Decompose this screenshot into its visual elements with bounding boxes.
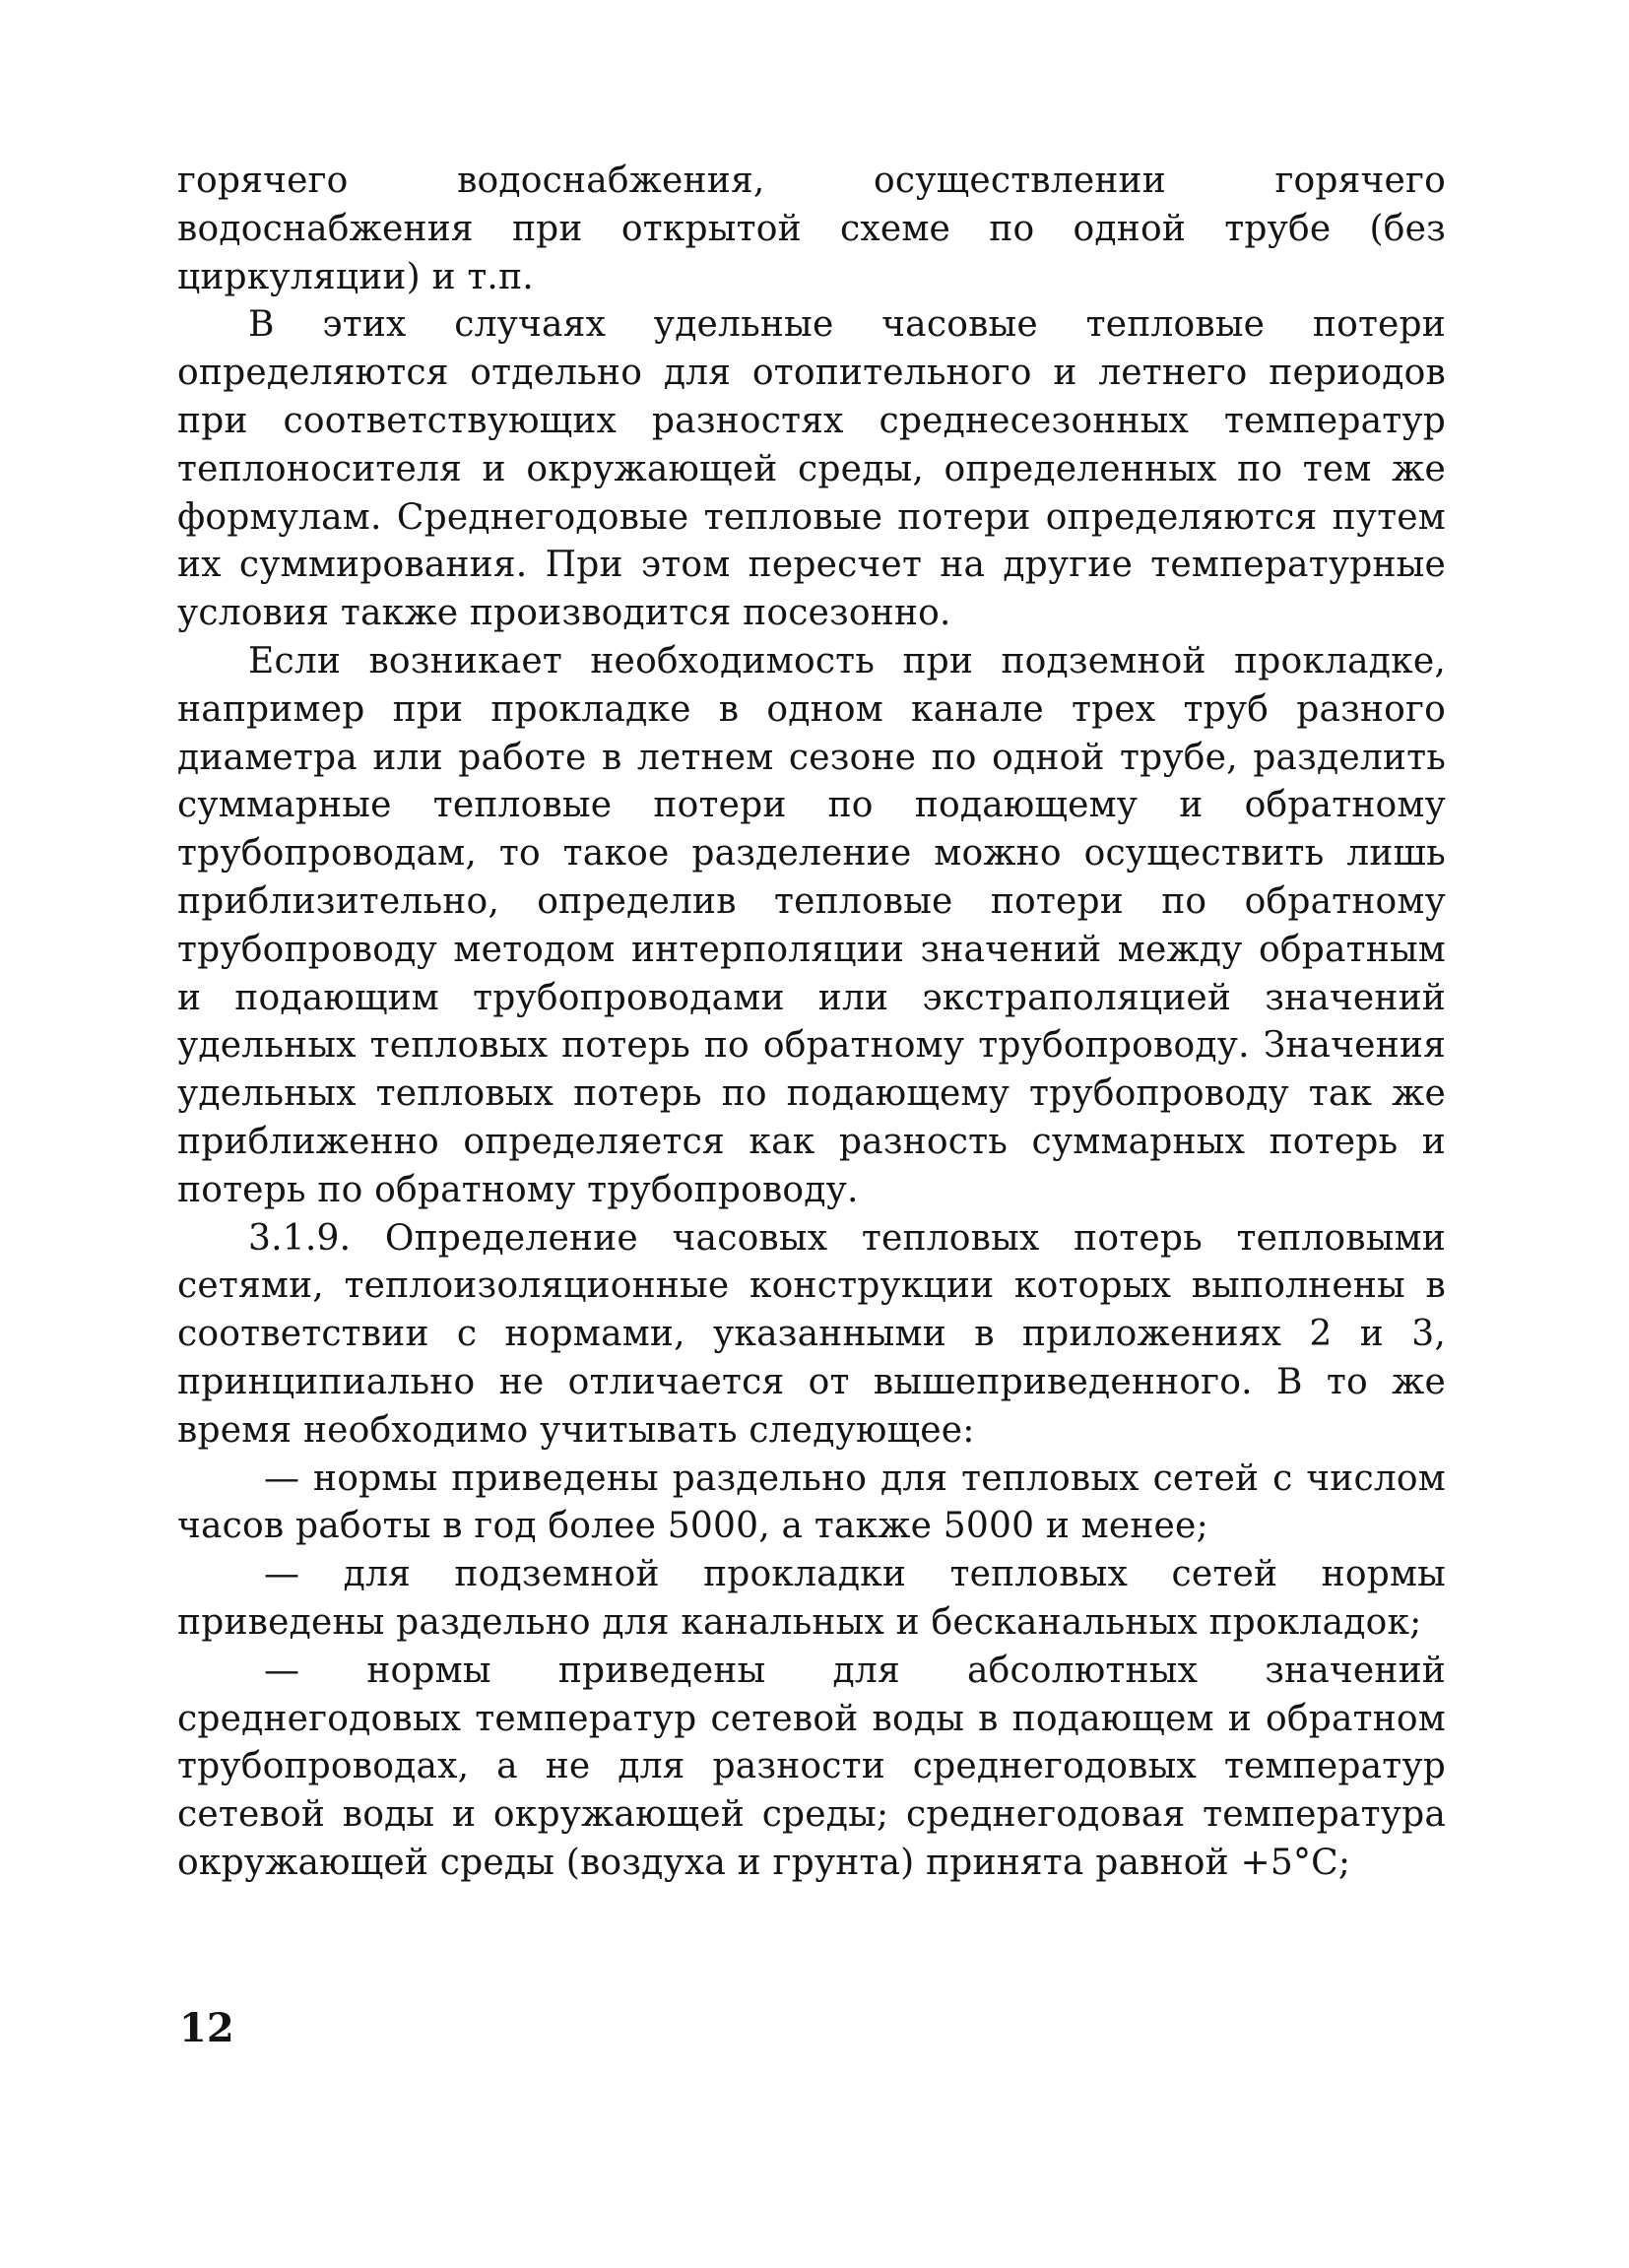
body-text: [177, 158, 1446, 1888]
paragraph-underground-laying: Если возникает необходимость при подземной прокладке, например при прокладке в одном канале трех труб разного диаметра или работе в летнем сезоне по одной трубе, разделить суммарные тепловые потери по подающему и обратному трубопроводам, то такое разделение можно осуществить лишь приблизительно, определив тепловые потери по обратному трубопроводу методом интерполяции значений между обратным и подающим трубопроводами или экстраполяцией значений удельных тепловых потерь по обратному трубопроводу. Значения удельных тепловых потерь по подающему трубопроводу так же приближенно определяется как разность суммарных потерь и потерь по обратному трубопроводу.: [177, 640, 1446, 1210]
paragraph-section-3-1-9: 3.1.9. Определение часовых тепловых потерь тепловыми сетями, теплоизоляционные конструкции которых выполнены в соответствии с нормами, указанными в приложениях 2 и 3, принципиально не отличается от вышеприведенного. В то же время необходимо учитывать следующее:: [177, 1217, 1446, 1451]
paragraph-continuation: горячего водоснабжения, осуществлении горячего водоснабжения при открытой схеме по одной трубе (без циркуляции) и т.п.: [177, 161, 1446, 297]
list-item-operating-hours: — нормы приведены раздельно для тепловых сетей с числом часов работы в год более 5000, а также 5000 и менее;: [177, 1458, 1446, 1547]
list-item-absolute-temperatures: — нормы приведены для абсолютных значений среднегодовых температур сетевой воды в подающем и обратном трубопроводах, а не для разности среднегодовых температур сетевой воды и окружающей среды; среднегодовая температура окружающей среды (воздуха и грунта) принята равной +5°С;: [177, 1650, 1446, 1883]
document-page: [177, 158, 1446, 1888]
list-item-channel-laying: — для подземной прокладки тепловых сетей нормы приведены раздельно для канальных и бесканальных прокладок;: [177, 1554, 1446, 1643]
paragraph-seasonal-losses: В этих случаях удельные часовые тепловые потери определяются отдельно для отопительного и летнего периодов при соответствующих разностях среднесезонных температур теплоносителя и окружающей среды, определенных по тем же формулам. Среднегодовые тепловые потери определяются путем их суммирования. При этом пересчет на другие температурные условия также производится посезонно.: [177, 304, 1446, 634]
page-number: 12: [179, 2005, 234, 2051]
